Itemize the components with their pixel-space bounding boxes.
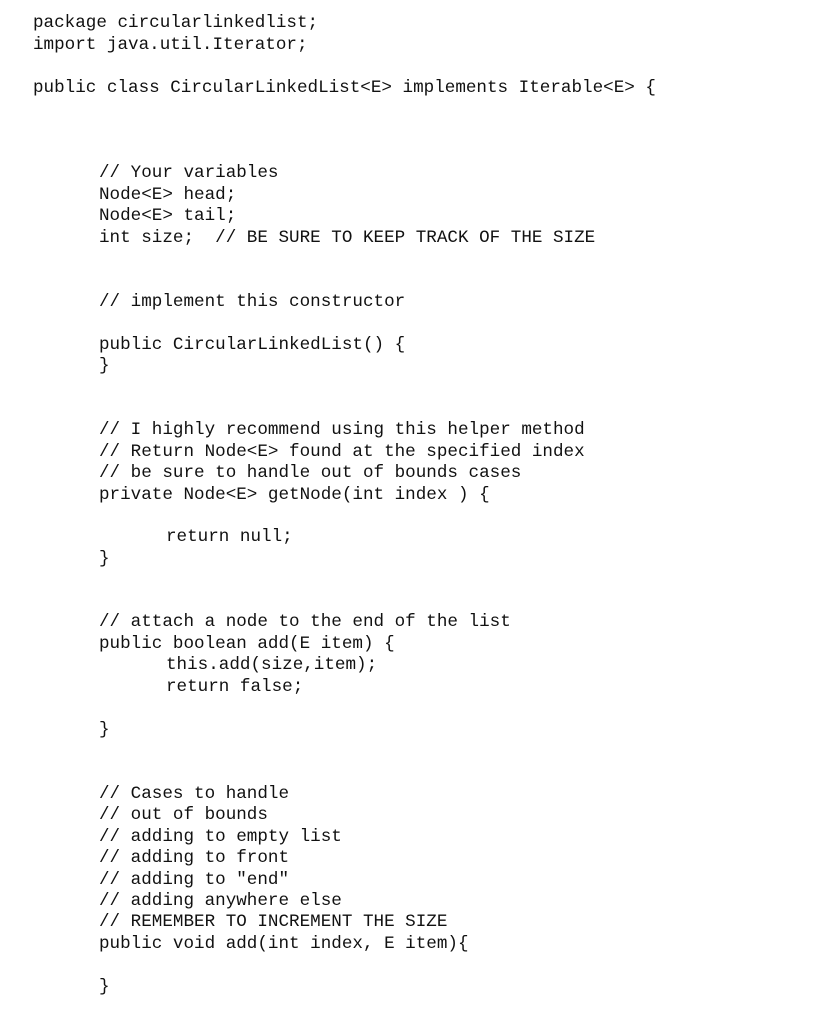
add-index-comment-line: // adding to empty list [99,827,342,847]
getnode-comment-line: // I highly recommend using this helper method [99,420,585,440]
add-index-comment-line: // out of bounds [99,805,268,825]
package-declaration: package circularlinkedlist; [33,13,319,33]
add-signature: public boolean add(E item) { [99,634,395,654]
size-field: int size; // BE SURE TO KEEP TRACK OF THE SIZE [99,228,596,248]
getnode-close-brace: } [99,549,110,569]
head-field: Node<E> head; [99,185,237,205]
getnode-comment-line: // be sure to handle out of bounds cases [99,463,522,483]
add-index-comment-line: // adding anywhere else [99,891,342,911]
add-index-comment-line: // REMEMBER TO INCREMENT THE SIZE [99,912,448,932]
getnode-return-statement: return null; [166,527,293,547]
add-index-comment-line: // Cases to handle [99,784,290,804]
class-declaration: public class CircularLinkedList<E> implements Iterable<E> { [33,78,656,98]
add-body-line: this.add(size,item); [166,655,378,675]
constructor-comment: // implement this constructor [99,292,406,312]
variables-comment: // Your variables [99,163,279,183]
add-close-brace: } [99,720,110,740]
getnode-signature: private Node<E> getNode(int index ) { [99,485,490,505]
getnode-comment-line: // Return Node<E> found at the specified index [99,442,585,462]
tail-field: Node<E> tail; [99,206,237,226]
constructor-close-brace: } [99,356,110,376]
add-body-line: return false; [166,677,304,697]
import-statement: import java.util.Iterator; [33,35,308,55]
add-index-close-brace: } [99,977,110,997]
add-index-comment-line: // adding to front [99,848,290,868]
add-index-comment-line: // adding to "end" [99,870,290,890]
add-comment: // attach a node to the end of the list [99,612,511,632]
add-index-signature: public void add(int index, E item){ [99,934,469,954]
constructor-signature: public CircularLinkedList() { [99,335,406,355]
